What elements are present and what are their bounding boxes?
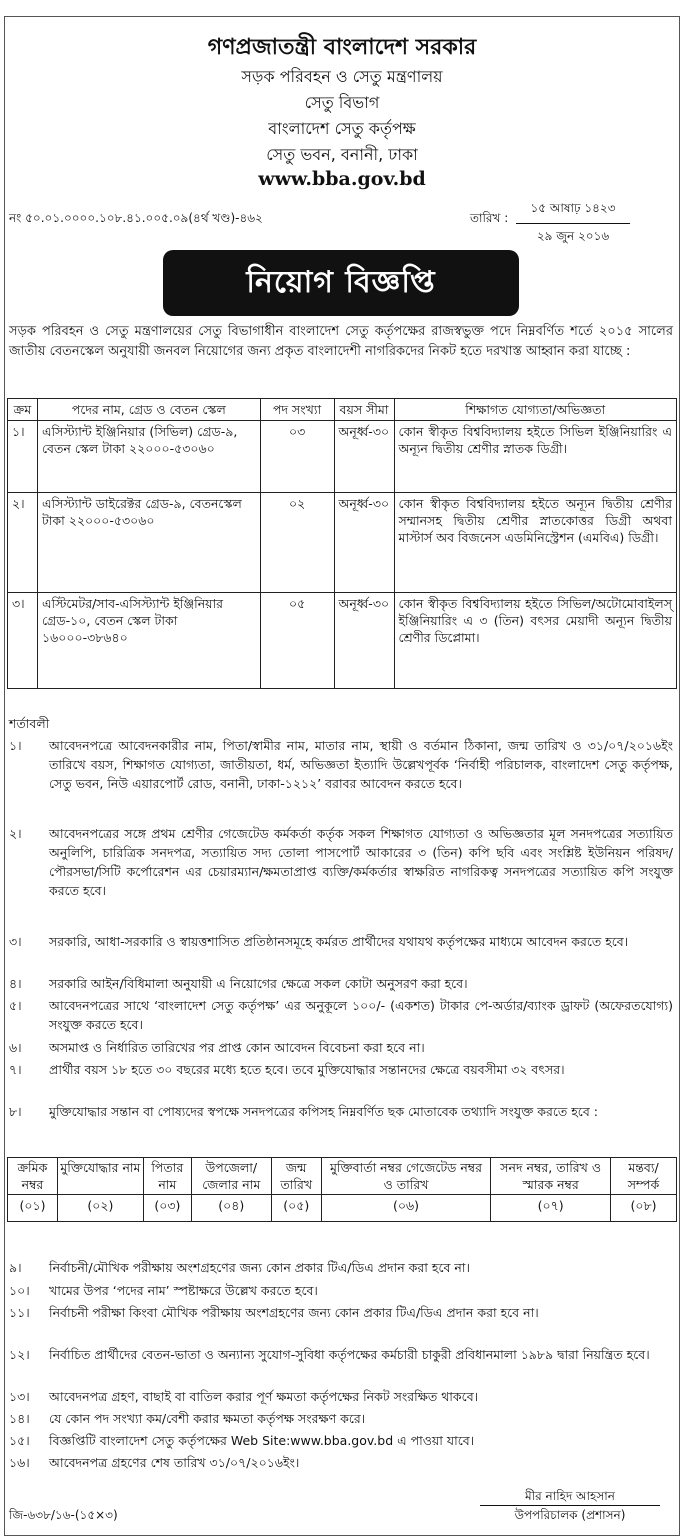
- header-upazila-district: উপজেলা/ জেলার নাম: [191, 1158, 271, 1195]
- condition-item: [9, 1102, 673, 1121]
- date-bangla: ১৫ আষাঢ় ১৪২৩: [516, 200, 630, 224]
- condition-number: ৪।: [9, 976, 22, 991]
- condition-item: [9, 996, 673, 1034]
- memo-number: নং ৫০.০১.০০০০.১০৮.৪১.০০৫.০৯(৪র্থ খণ্ড)-৪৬২: [9, 211, 263, 225]
- condition-item: [9, 736, 673, 793]
- signatory-name: মীর নাহিদ আহসান: [480, 1487, 660, 1506]
- cell-06: (০৬): [321, 1195, 491, 1222]
- cell-qualification: কোন স্বীকৃত বিশ্ববিদ্যালয় হইতে সিভিল/অটোমোবাইলস্ ইঞ্জিনিয়ারিং এ ৩ (তিন) বৎসর মেয়াদী অন্যূন দ্বিতীয় শ্রেণীর ডিপ্লোমা।: [394, 593, 677, 689]
- cell-qualification: কোন স্বীকৃত বিশ্ববিদ্যালয় হইতে সিভিল ইঞ্জিনিয়ারিং এ অন্যূন দ্বিতীয় শ্রেণীর স্নাতক ডিগ্রী।: [394, 421, 677, 493]
- condition-text: আবেদনপত্রে আবেদনকারীর নাম, পিতা/স্বামীর নাম, মাতার নাম, স্থায়ী ও বর্তমান ঠিকানা, জন্ম তারিখ ও ৩১/০৭/২০১৬ইং তারিখে বয়স, শিক্ষাগত যোগ্যতা, জাতীয়তা, ধর্ম, অভিজ্ঞতা ইত্যাদি উল্লেখপূর্বক ‘নির্বাহী পরিচালক, বাংলাদেশ সেতু কর্তৃপক্ষ, সেতু ভবন, নিউ এয়ারপোর্ট রোড, বনানী, ঢাকা-১২১২’ বরাবর আবেদন করতে হবে।: [49, 738, 673, 791]
- date-label: তারিখ :: [470, 211, 509, 225]
- date-english: ২৯ জুন ২০১৬: [536, 229, 610, 243]
- header-birth-date: জন্ম তারিখ: [271, 1158, 321, 1195]
- cell-count: ০৫: [260, 593, 334, 689]
- footer-code: জি-৬৩৮/১৬-(১৫×৩): [9, 1508, 118, 1522]
- condition-item: [9, 1038, 673, 1057]
- condition-item: [9, 1281, 673, 1300]
- authority-name: বাংলাদেশ সেতু কর্তৃপক্ষ: [268, 119, 416, 138]
- cell-post: এসিস্ট্যান্ট ইঞ্জিনিয়ার (সিভিল) গ্রেড-৯, বেতন স্কেল টাকা ২২০০০-৫৩০৬০: [37, 421, 260, 493]
- condition-text: খামের উপর ‘পদের নাম’ স্পষ্টাক্ষরে উল্লেখ করতে হবে।: [49, 1283, 318, 1298]
- cell-08: (০৮): [611, 1195, 677, 1222]
- cell-post: এসিস্ট্যান্ট ডাইরেক্টর গ্রেড-৯, বেতনস্কেল টাকা ২২০০০-৫৩০৬০: [37, 493, 260, 593]
- cell-serial: ১।: [8, 421, 38, 493]
- table-header-row: [8, 1158, 677, 1195]
- website-url: www.bba.gov.bd: [258, 168, 426, 190]
- table-row: [8, 1195, 677, 1222]
- condition-number: ২।: [9, 826, 22, 841]
- condition-number: ১৬।: [9, 1455, 30, 1470]
- condition-number: ৩।: [9, 934, 22, 949]
- condition-item: [9, 824, 673, 900]
- posts-table: [7, 398, 677, 689]
- condition-number: ৯।: [9, 1260, 22, 1275]
- header-father-name: পিতার নাম: [143, 1158, 191, 1195]
- cell-07: (০৭): [491, 1195, 611, 1222]
- condition-number: ৭।: [9, 1062, 22, 1077]
- conditions-title: শর্তাবলী: [9, 716, 50, 731]
- intro-paragraph: সড়ক পরিবহন ও সেতু মন্ত্রণালয়ের সেতু বিভাগাধীন বাংলাদেশ সেতু কর্তৃপক্ষের রাজস্বভুক্ত পদে নিম্নবর্ণিত শর্তে ২০১৫ সালের জাতীয় বেতনস্কেল অনুযায়ী জনবল নিয়োগের জন্য প্রকৃত বাংলাদেশী নাগরিকদের নিকট হতে দরখাস্ত আহ্বান করা যাচ্ছে :: [9, 324, 673, 359]
- cell-01: (০১): [8, 1195, 58, 1222]
- condition-item: [9, 1409, 673, 1428]
- condition-text: অসমাপ্ত ও নির্ধারিত তারিখের পর প্রাপ্ত কোন আবেদন বিবেচনা করা হবে না।: [49, 1040, 425, 1055]
- condition-text: প্রার্থীর বয়স ১৮ হতে ৩০ বছরের মধ্যে হতে হবে। তবে মুক্তিযোদ্ধার সন্তানদের ক্ষেত্রে বয়বসীমা ৩২ বৎসর।: [49, 1062, 565, 1077]
- condition-text: বিজ্ঞপ্তিটি বাংলাদেশ সেতু কর্তৃপক্ষের Web Site:www.bba.gov.bd এ পাওয়া যাবে।: [49, 1433, 475, 1448]
- header-post-count: পদ সংখ্যা: [260, 399, 334, 421]
- condition-item: [9, 1431, 673, 1450]
- condition-item: [9, 974, 673, 993]
- cell-serial: ৩।: [8, 593, 38, 689]
- condition-text: আবেদনপত্র গ্রহণ, বাছাই বা বাতিল করার পূর্ণ ক্ষমতা কর্তৃপক্ষের নিকট সংরক্ষিত থাকবে।: [49, 1389, 479, 1404]
- signature-block: [480, 1487, 660, 1524]
- condition-item: [9, 1258, 673, 1277]
- condition-item: [9, 1303, 673, 1322]
- condition-text: নির্বাচিত প্রার্থীদের বেতন-ভাতা ও অন্যান্য সুযোগ-সুবিধা কর্তৃপক্ষের কর্মচারী চাকুরী প্রবিধানমালা ১৯৮৯ দ্বারা নিয়ন্ত্রিত হবে।: [49, 1347, 650, 1362]
- header-age-limit: বয়স সীমা: [334, 399, 394, 421]
- condition-number: ১৪।: [9, 1411, 30, 1426]
- freedom-fighter-info-table: [7, 1157, 677, 1222]
- division-name: সেতু বিভাগ: [304, 93, 380, 112]
- signatory-designation: উপপরিচালক (প্রশাসন): [514, 1508, 626, 1522]
- cell-qualification: কোন স্বীকৃত বিশ্ববিদ্যালয় হইতে অন্যূন দ্বিতীয় শ্রেণীর সম্মানসহ দ্বিতীয় শ্রেণীর স্নাতকোত্তর ডিগ্রী অথবা মাস্টার্স অব বিজনেস এডমিনিস্ট্রেশন (এমবিএ) ডিগ্রী।: [394, 493, 677, 593]
- condition-number: ৮।: [9, 1104, 22, 1119]
- header-muktibarta-no: মুক্তিবার্তা নম্বর গেজেটেড নম্বর ও তারিখ: [321, 1158, 491, 1195]
- condition-number: ১৫।: [9, 1433, 30, 1448]
- header-remarks: মন্তব্য/ সম্পর্ক: [611, 1158, 677, 1195]
- cell-count: ০৩: [260, 421, 334, 493]
- condition-item: [9, 1387, 673, 1406]
- condition-item: [9, 1345, 673, 1364]
- ministry-name: সড়ক পরিবহন ও সেতু মন্ত্রণালয়: [241, 67, 443, 86]
- condition-number: ১।: [9, 738, 22, 753]
- cell-serial: ২।: [8, 493, 38, 593]
- cell-post: এস্টিমেটর/সাব-এসিস্ট্যান্ট ইঞ্জিনিয়ার গ্রেড-১০, বেতন স্কেল টাকা ১৬০০০-৩৮৬৪০: [37, 593, 260, 689]
- condition-text: আবেদনপত্রের সাথে ‘বাংলাদেশ সেতু কর্তৃপক্ষ’ এর অনুকূলে ১০০/- (একশত) টাকার পে-অর্ডার/ব্যাংক ড্রাফট (অফেরতযোগ্য) সংযুক্ত করতে হবে।: [49, 998, 673, 1032]
- condition-item: [9, 1453, 673, 1472]
- notice-banner: নিয়োগ বিজ্ঞপ্তি: [163, 250, 519, 316]
- condition-text: নির্বাচনী/মৌখিক পরীক্ষায় অংশগ্রহণের জন্য কোন প্রকার টিএ/ডিএ প্রদান করা হবে না।: [49, 1260, 470, 1275]
- cell-05: (০৫): [271, 1195, 321, 1222]
- header-certificate-no: সনদ নম্বর, তারিখ ও স্মারক নম্বর: [491, 1158, 611, 1195]
- cell-03: (০৩): [143, 1195, 191, 1222]
- condition-text: মুক্তিযোদ্ধার সন্তান বা পোষ্যদের স্বপক্ষে সনদপত্রের কপিসহ নিম্নবর্ণিত ছক মোতাবেক তথ্যাদি সংযুক্ত করতে হবে :: [49, 1104, 598, 1119]
- govt-title: গণপ্রজাতন্ত্রী বাংলাদেশ সরকার: [207, 35, 477, 60]
- condition-number: ১০।: [9, 1283, 30, 1298]
- condition-item: [9, 932, 673, 951]
- header-serial: ক্রম: [8, 399, 38, 421]
- condition-text: আবেদনপত্রের সঙ্গে প্রথম শ্রেণীর গেজেটেড কর্মকর্তা কর্তৃক সকল শিক্ষাগত যোগ্যতা ও অভিজ্ঞতার মূল সনদপত্রের সত্যায়িত অনুলিপি, চারিত্রিক সনদপত্র, সত্যায়িত সদ্য তোলা পাসপোর্ট আকারের ৩ (তিন) কপি ছবি এবং সংশ্লিষ্ট ইউনিয়ন পরিষদ/পৌরসভা/সিটি কর্পোরেশন এর চেয়ারম্যান/ক্ষমতাপ্রাপ্ত ব্যক্তি/কর্মকর্তার স্বাক্ষরিত নাগরিকত্ব সনদপত্রের সত্যায়িত কপি সংযুক্ত করতে হবে।: [49, 826, 673, 898]
- condition-number: ৬।: [9, 1040, 22, 1055]
- table-row: [8, 493, 677, 593]
- header-ff-name: মুক্তিযোদ্ধার নাম: [57, 1158, 143, 1195]
- cell-02: (০২): [57, 1195, 143, 1222]
- condition-text: সরকারি, আধা-সরকারি ও স্বায়ত্তশাসিত প্রতিষ্ঠানসমূহে কর্মরত প্রার্থীদের যথাযথ কর্তৃপক্ষের মাধ্যমে আবেদন করতে হবে।: [49, 934, 629, 949]
- table-row: [8, 593, 677, 689]
- header-post-name: পদের নাম, গ্রেড ও বেতন স্কেল: [37, 399, 260, 421]
- cell-age: অনূর্ধ্ব-৩০: [334, 593, 394, 689]
- cell-04: (০৪): [191, 1195, 271, 1222]
- table-row: [8, 421, 677, 493]
- condition-number: ১৩।: [9, 1389, 30, 1404]
- condition-text: যে কোন পদ সংখ্যা কম/বেশী করার ক্ষমতা কর্তৃপক্ষ সংরক্ষণ করে।: [49, 1411, 366, 1426]
- cell-count: ০২: [260, 493, 334, 593]
- cell-age: অনূর্ধ্ব-৩০: [334, 421, 394, 493]
- table-header-row: [8, 399, 677, 421]
- condition-text: আবেদনপত্র গ্রহণের শেষ তারিখ ৩১/০৭/২০১৬ইং।: [49, 1455, 300, 1470]
- condition-text: সরকারি আইন/বিধিমালা অনুযায়ী এ নিয়োগের ক্ষেত্রে সকল কোটা অনুসরণ করা হবে।: [49, 976, 468, 991]
- header-qualification: শিক্ষাগত যোগ্যতা/অভিজ্ঞতা: [394, 399, 677, 421]
- condition-number: ৫।: [9, 998, 22, 1013]
- header-serial-no: ক্রমিক নম্বর: [8, 1158, 58, 1195]
- condition-number: ১১।: [9, 1305, 30, 1320]
- condition-item: [9, 1060, 673, 1079]
- condition-number: ১২।: [9, 1347, 30, 1362]
- condition-text: নির্বাচনী পরীক্ষা কিংবা মৌখিক পরীক্ষায় অংশগ্রহণের জন্য কোন প্রকার টিএ/ডিএ প্রদান করা হবে না।: [49, 1305, 539, 1320]
- cell-age: অনূর্ধ্ব-৩০: [334, 493, 394, 593]
- authority-address: সেতু ভবন, বনানী, ঢাকা: [266, 145, 418, 164]
